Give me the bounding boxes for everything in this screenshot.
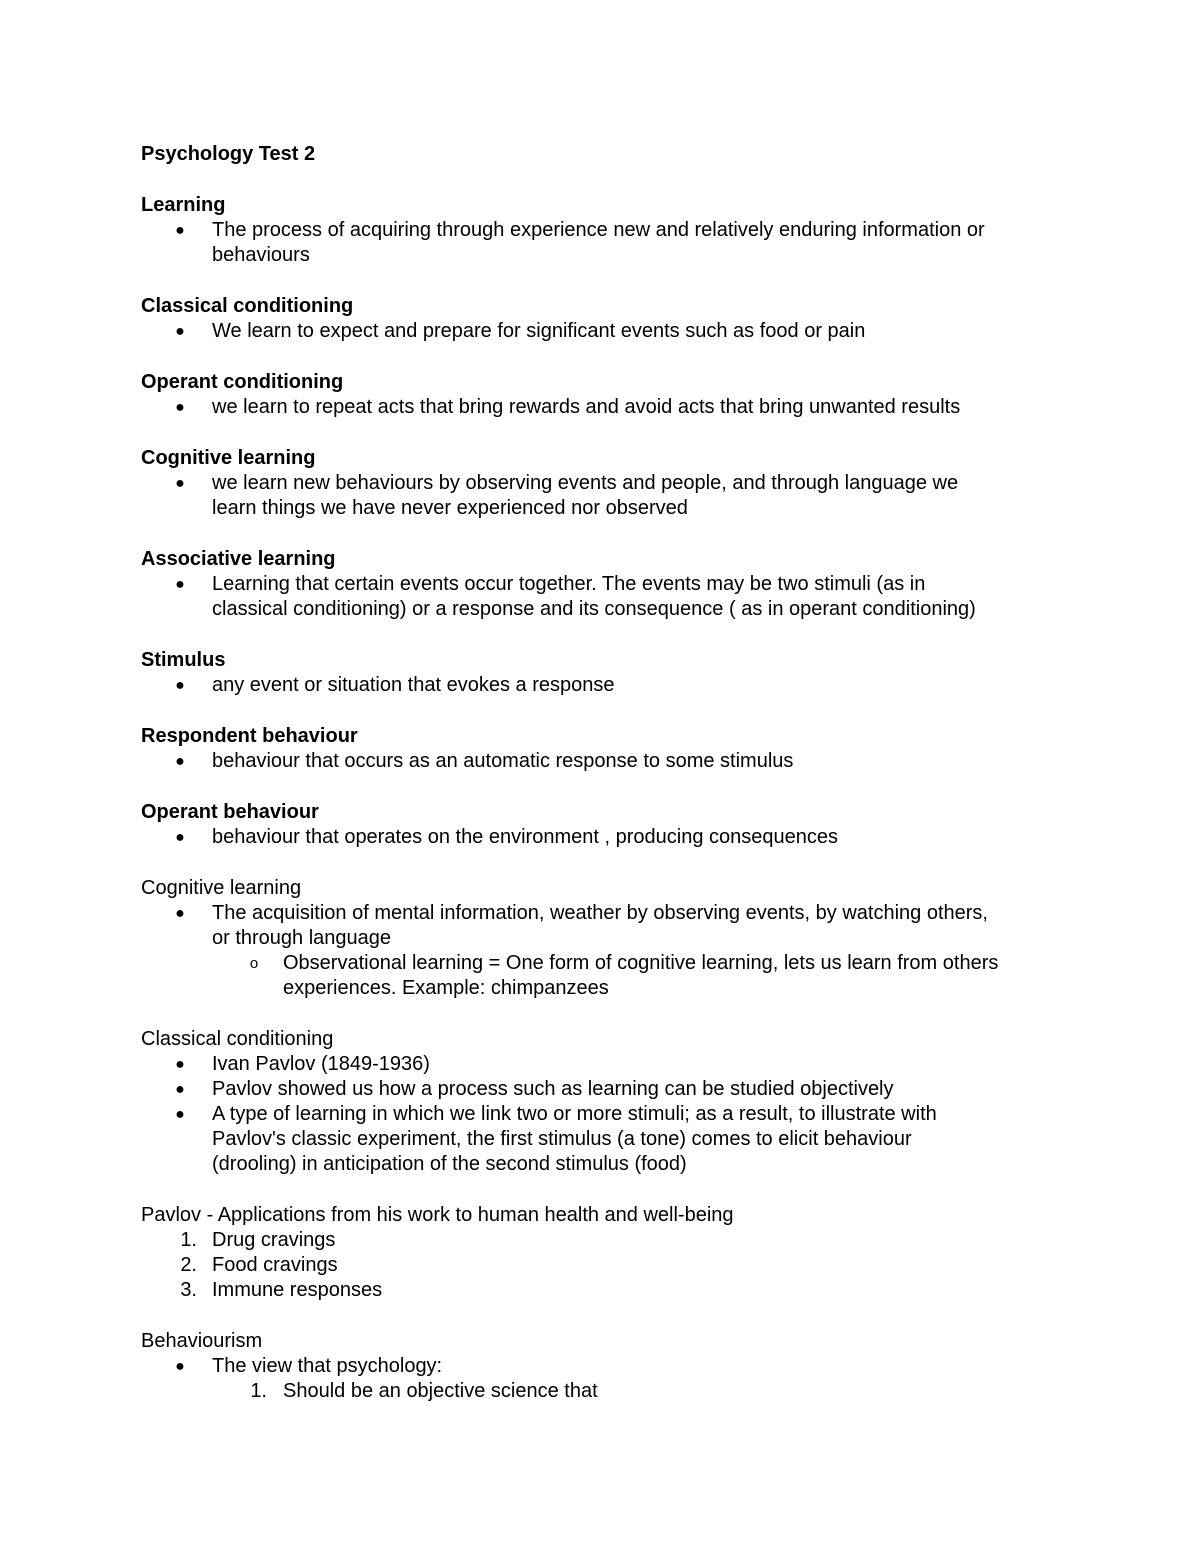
bullet-icon: ● bbox=[175, 905, 185, 922]
list-number: 1. bbox=[180, 1229, 197, 1251]
list-item-continuation bbox=[141, 597, 1081, 622]
section-heading-stimulus: Stimulus bbox=[141, 649, 226, 671]
sub-list-item-text: experiences. Example: chimpanzees bbox=[283, 977, 609, 999]
numbered-item-text: Drug cravings bbox=[212, 1229, 336, 1251]
list-item-text: learn things we have never experienced nor observed bbox=[212, 497, 688, 519]
list-item-text: Learning that certain events occur together. The events may be two stimuli (as in bbox=[212, 573, 926, 595]
document-title: Psychology Test 2 bbox=[141, 143, 316, 165]
list-item-text: behaviour that occurs as an automatic response to some stimulus bbox=[212, 750, 794, 772]
list-item-text: The view that psychology: bbox=[212, 1355, 443, 1377]
numbered-item bbox=[141, 1228, 1081, 1253]
list-item bbox=[141, 1052, 1081, 1077]
list-item bbox=[141, 319, 1081, 344]
bullet-icon: ● bbox=[175, 222, 185, 239]
sub-list-item-text: Observational learning = One form of cognitive learning, lets us learn from others bbox=[283, 952, 999, 974]
list-item-continuation bbox=[141, 1127, 1081, 1152]
list-item-text: classical conditioning) or a response and its consequence ( as in operant conditioning) bbox=[212, 598, 976, 620]
sub-list-item bbox=[141, 951, 1081, 976]
list-item-text: (drooling) in anticipation of the second stimulus (food) bbox=[212, 1153, 687, 1175]
list-item bbox=[141, 395, 1081, 420]
circle-bullet-icon: o bbox=[249, 955, 259, 972]
list-item bbox=[141, 825, 1081, 850]
list-item bbox=[141, 673, 1081, 698]
list-item bbox=[141, 572, 1081, 597]
section-heading-associative-learning: Associative learning bbox=[141, 548, 336, 570]
numbered-item bbox=[141, 1278, 1081, 1303]
list-item-text: we learn to repeat acts that bring rewards and avoid acts that bring unwanted results bbox=[212, 396, 961, 418]
list-item bbox=[141, 218, 1081, 243]
list-item-continuation bbox=[141, 1152, 1081, 1177]
list-item bbox=[141, 1102, 1081, 1127]
numbered-item-text: Food cravings bbox=[212, 1254, 338, 1276]
list-item-text: A type of learning in which we link two or more stimuli; as a result, to illustrate with bbox=[212, 1103, 937, 1125]
list-item-continuation bbox=[141, 926, 1081, 951]
bullet-icon: ● bbox=[175, 323, 185, 340]
bullet-icon: ● bbox=[175, 399, 185, 416]
list-item-text: We learn to expect and prepare for significant events such as food or pain bbox=[212, 320, 866, 342]
list-item-text: The process of acquiring through experience new and relatively enduring information or bbox=[212, 219, 985, 241]
list-item-text: behaviours bbox=[212, 244, 310, 266]
numbered-item-text: Immune responses bbox=[212, 1279, 383, 1301]
list-number: 2. bbox=[180, 1254, 197, 1276]
section-heading-pavlov-applications: Pavlov - Applications from his work to human health and well-being bbox=[141, 1204, 734, 1226]
section-heading-operant-conditioning: Operant conditioning bbox=[141, 371, 344, 393]
bullet-icon: ● bbox=[175, 475, 185, 492]
section-heading-operant-behaviour: Operant behaviour bbox=[141, 801, 319, 823]
list-number: 3. bbox=[180, 1279, 197, 1301]
list-item-text: or through language bbox=[212, 927, 392, 949]
list-item-text: Pavlov showed us how a process such as learning can be studied objectively bbox=[212, 1078, 894, 1100]
sub-list-item-continuation bbox=[141, 976, 1081, 1001]
list-item-text: we learn new behaviours by observing events and people, and through language we bbox=[212, 472, 959, 494]
list-item-text: behaviour that operates on the environment , producing consequences bbox=[212, 826, 838, 848]
list-item-continuation bbox=[141, 496, 1081, 521]
section-heading-classical-conditioning: Classical conditioning bbox=[141, 295, 354, 317]
list-item bbox=[141, 749, 1081, 774]
document-page bbox=[141, 142, 1081, 1404]
numbered-sub-item bbox=[141, 1379, 1081, 1404]
bullet-icon: ● bbox=[175, 677, 185, 694]
list-item-text: any event or situation that evokes a response bbox=[212, 674, 615, 696]
numbered-sub-item-text: Should be an objective science that bbox=[283, 1380, 598, 1402]
bullet-icon: ● bbox=[175, 1106, 185, 1123]
section-heading-cognitive-learning: Cognitive learning bbox=[141, 447, 316, 469]
list-item bbox=[141, 1077, 1081, 1102]
bullet-icon: ● bbox=[175, 1358, 185, 1375]
section-heading-cognitive-learning-notes: Cognitive learning bbox=[141, 877, 302, 899]
section-heading-learning: Learning bbox=[141, 194, 226, 216]
list-item-text: The acquisition of mental information, weather by observing events, by watching others, bbox=[212, 902, 988, 924]
list-number: 1. bbox=[250, 1380, 267, 1402]
numbered-item bbox=[141, 1253, 1081, 1278]
list-item-text: Ivan Pavlov (1849-1936) bbox=[212, 1053, 430, 1075]
list-item bbox=[141, 471, 1081, 496]
bullet-icon: ● bbox=[175, 1081, 185, 1098]
bullet-icon: ● bbox=[175, 1056, 185, 1073]
bullet-icon: ● bbox=[175, 753, 185, 770]
bullet-icon: ● bbox=[175, 829, 185, 846]
section-heading-classical-conditioning-notes: Classical conditioning bbox=[141, 1028, 334, 1050]
list-item bbox=[141, 1354, 1081, 1379]
bullet-icon: ● bbox=[175, 576, 185, 593]
list-item-continuation bbox=[141, 243, 1081, 268]
section-heading-behaviourism: Behaviourism bbox=[141, 1330, 263, 1352]
list-item-text: Pavlov's classic experiment, the first stimulus (a tone) comes to elicit behaviour bbox=[212, 1128, 912, 1150]
list-item bbox=[141, 901, 1081, 926]
section-heading-respondent-behaviour: Respondent behaviour bbox=[141, 725, 358, 747]
